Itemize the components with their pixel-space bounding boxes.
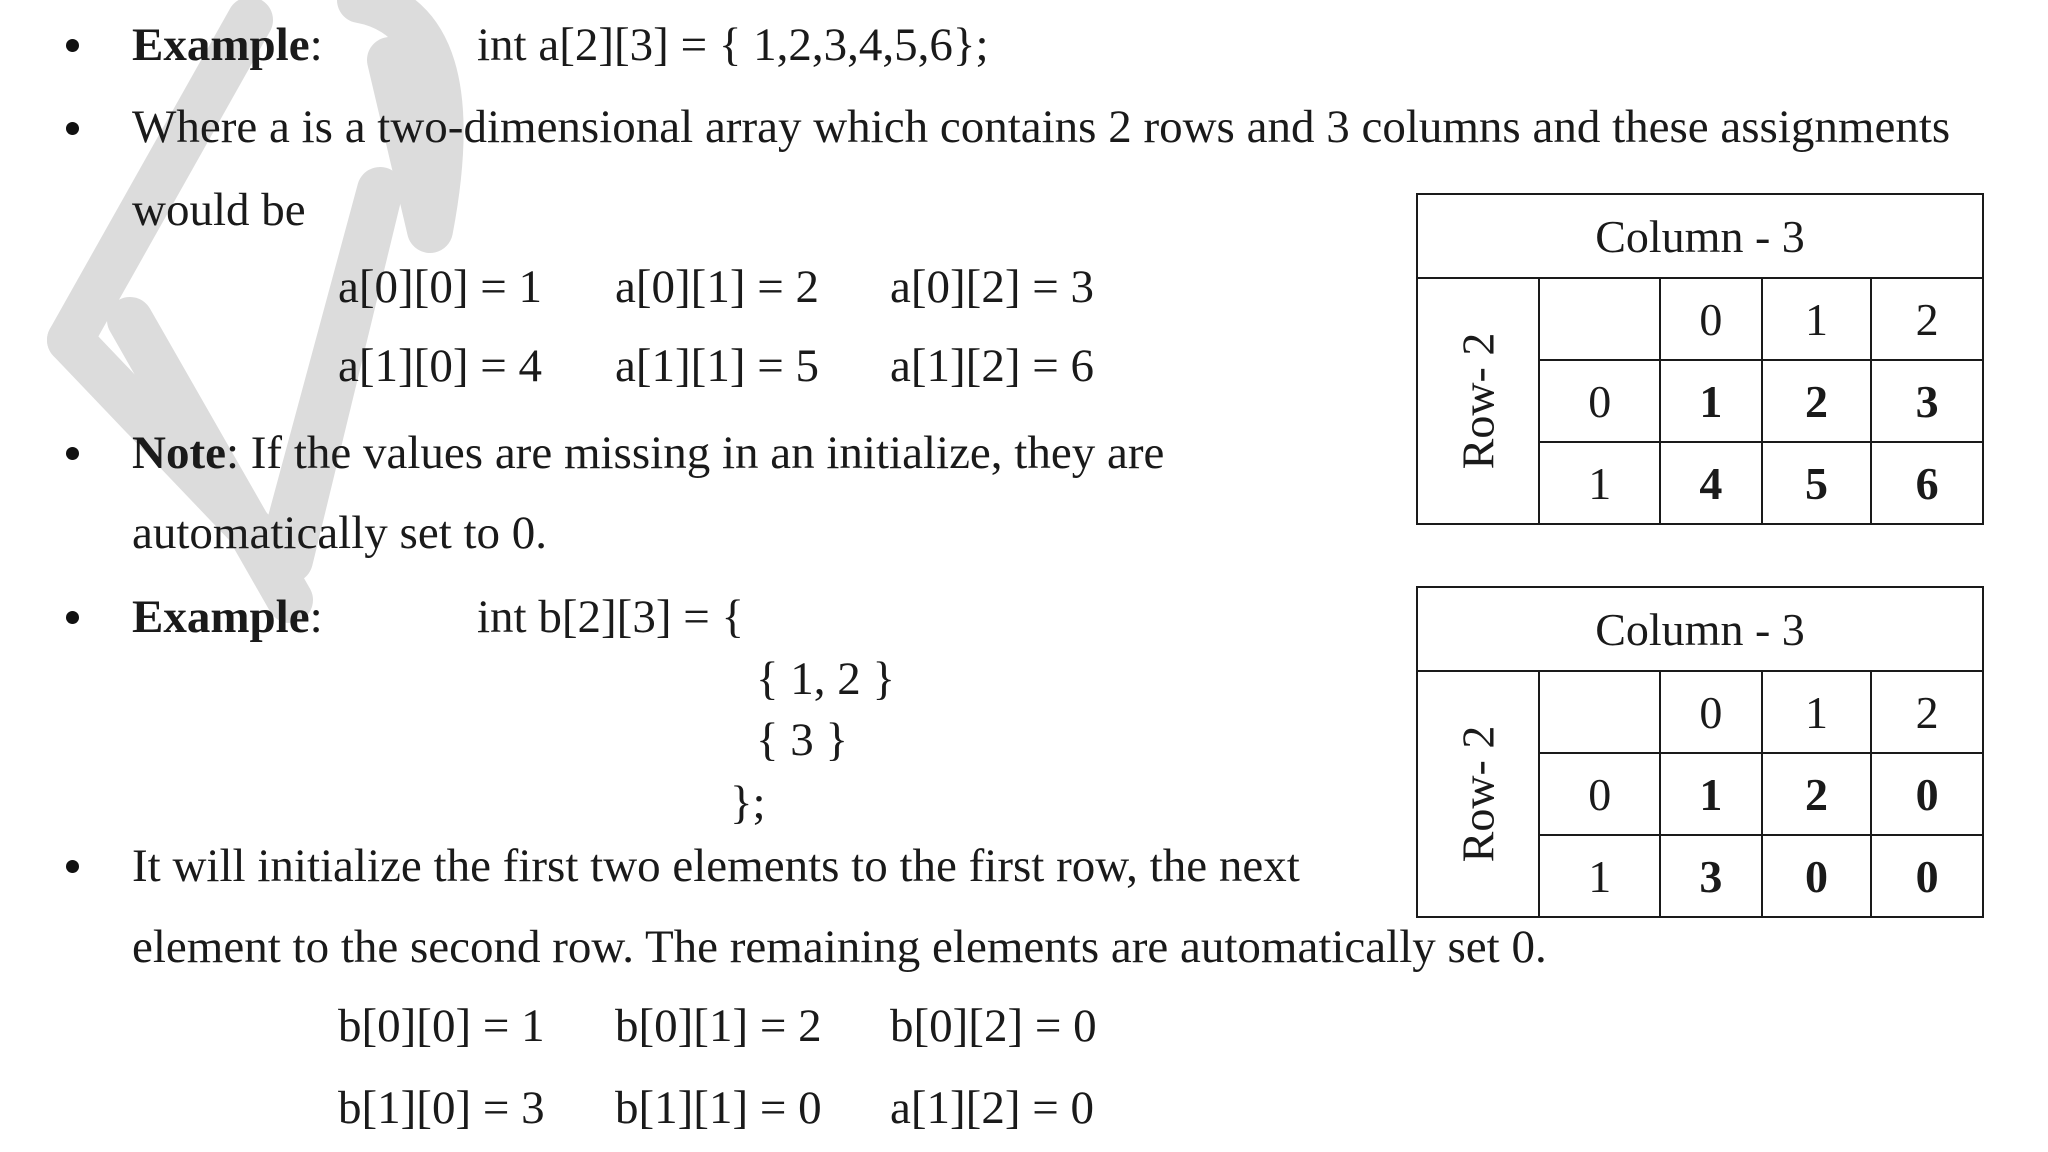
assignment: b[1][1] = 0 xyxy=(615,1082,822,1134)
description-line: would be xyxy=(132,184,306,236)
array-value-cell: 0 xyxy=(1762,835,1872,917)
bullet xyxy=(66,39,79,52)
assignment: b[0][1] = 2 xyxy=(615,1000,822,1052)
example-code-2: int b[2][3] = { xyxy=(477,591,745,643)
bullet xyxy=(66,611,79,624)
example-heading-1: Example: xyxy=(132,19,323,71)
column-index: 1 xyxy=(1762,671,1872,753)
column-index: 1 xyxy=(1762,278,1872,360)
assignment: a[1][2] = 6 xyxy=(890,340,1094,392)
assignment: a[1][1] = 5 xyxy=(615,340,819,392)
code-line: }; xyxy=(730,777,766,829)
bullet xyxy=(66,122,79,135)
assignment: b[1][0] = 3 xyxy=(338,1082,545,1134)
bullet xyxy=(66,447,79,460)
array-value-cell: 2 xyxy=(1762,360,1872,442)
row-index: 1 xyxy=(1539,835,1660,917)
array-value-cell: 5 xyxy=(1762,442,1872,524)
row-index: 0 xyxy=(1539,360,1660,442)
corner-cell xyxy=(1539,278,1660,360)
column-index: 2 xyxy=(1871,671,1983,753)
assignment: a[1][2] = 0 xyxy=(890,1082,1094,1134)
column-index: 0 xyxy=(1660,278,1762,360)
note-line: Note: If the values are missing in an initialize, they are xyxy=(132,427,1165,479)
column-header: Column - 3 xyxy=(1417,587,1983,671)
example-heading-2: Example: xyxy=(132,591,323,643)
array-value-cell: 4 xyxy=(1660,442,1762,524)
assignment: a[1][0] = 4 xyxy=(338,340,542,392)
column-index: 0 xyxy=(1660,671,1762,753)
description-line: It will initialize the first two elements to the first row, the next xyxy=(132,840,1300,892)
array-value-cell: 0 xyxy=(1871,835,1983,917)
assignment: b[0][0] = 1 xyxy=(338,1000,545,1052)
example-code-1: int a[2][3] = { 1,2,3,4,5,6}; xyxy=(477,19,989,71)
column-index: 2 xyxy=(1871,278,1983,360)
array-value-cell: 1 xyxy=(1660,360,1762,442)
assignment: b[0][2] = 0 xyxy=(890,1000,1097,1052)
array-table-b xyxy=(1416,586,1984,918)
array-value-cell: 2 xyxy=(1762,753,1872,835)
column-header: Column - 3 xyxy=(1417,194,1983,278)
array-value-cell: 6 xyxy=(1871,442,1983,524)
row-index: 0 xyxy=(1539,753,1660,835)
note-line: automatically set to 0. xyxy=(132,507,548,559)
row-header: Row- 2 xyxy=(1417,671,1539,917)
array-value-cell: 3 xyxy=(1871,360,1983,442)
array-table-a xyxy=(1416,193,1984,525)
code-line: { 1, 2 } xyxy=(756,653,896,705)
assignment: a[0][0] = 1 xyxy=(338,261,542,313)
assignment: a[0][2] = 3 xyxy=(890,261,1094,313)
row-header: Row- 2 xyxy=(1417,278,1539,524)
description-line: element to the second row. The remaining elements are automatically set 0. xyxy=(132,921,1547,973)
description-line: Where a is a two-dimensional array which contains 2 rows and 3 columns and these assignments xyxy=(132,101,1951,153)
array-value-cell: 1 xyxy=(1660,753,1762,835)
row-index: 1 xyxy=(1539,442,1660,524)
array-value-cell: 0 xyxy=(1871,753,1983,835)
assignment: a[0][1] = 2 xyxy=(615,261,819,313)
corner-cell xyxy=(1539,671,1660,753)
code-line: { 3 } xyxy=(756,714,849,766)
bullet xyxy=(66,860,79,873)
array-value-cell: 3 xyxy=(1660,835,1762,917)
